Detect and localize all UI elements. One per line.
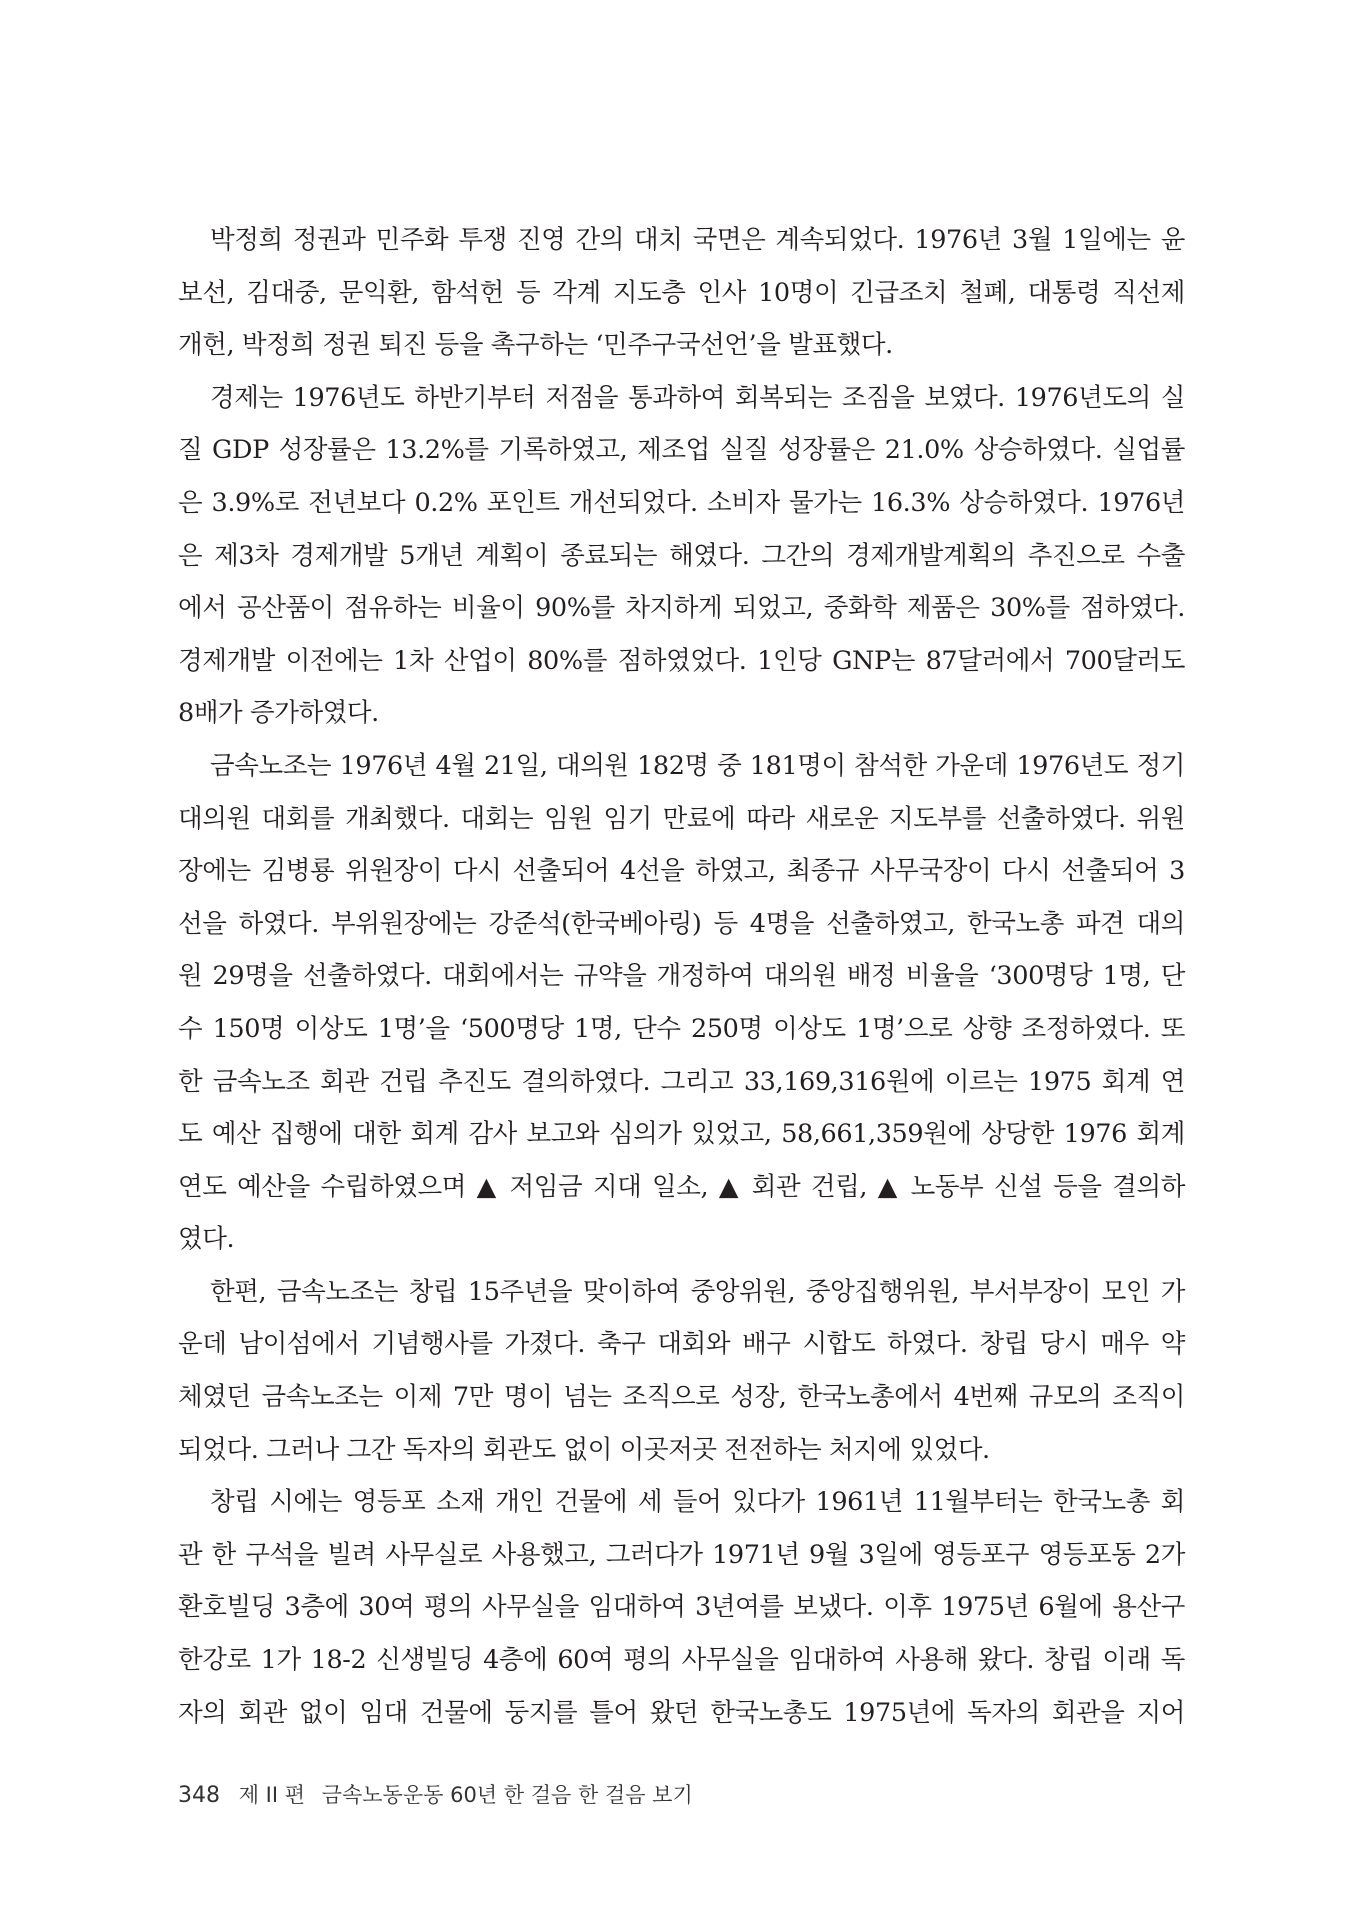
text-line: 창립 시에는 영등포 소재 개인 건물에 세 들어 있다가 1961년 11월부터는 한국노총 회 <box>210 1487 1185 1518</box>
page-number: 348 <box>178 1783 220 1808</box>
text-line: 운데 남이섬에서 기념행사를 가졌다. 축구 대회와 배구 시합도 하였다. 창립 당시 매우 약 <box>178 1329 1185 1360</box>
text-line: 장에는 김병룡 위원장이 다시 선출되어 4선을 하였고, 최종규 사무국장이 다시 선출되어 3 <box>178 856 1185 887</box>
part-label: 제 II 편 <box>238 1783 305 1807</box>
text-line: 였다. <box>178 1224 235 1255</box>
text-line: 은 제3차 경제개발 5개년 계획이 종료되는 해였다. 그간의 경제개발계획의 추진으로 수출 <box>178 540 1185 571</box>
text-line: 되었다. 그러나 그간 독자의 회관도 없이 이곳저곳 전전하는 처지에 있었다. <box>178 1434 990 1465</box>
text-line: 환호빌딩 3층에 30여 평의 사무실을 임대하여 3년여를 보냈다. 이후 1975년 6월에 용산구 <box>178 1592 1185 1623</box>
page-body <box>178 214 1185 1739</box>
text-line: 자의 회관 없이 임대 건물에 둥지를 틀어 왔던 한국노총도 1975년에 독자의 회관을 지어 <box>178 1697 1185 1728</box>
text-line: 경제는 1976년도 하반기부터 저점을 통과하여 회복되는 조짐을 보였다. 1976년도의 실 <box>210 382 1185 413</box>
text-line: 선을 하였다. 부위원장에는 강준석(한국베아링) 등 4명을 선출하였고, 한국노총 파견 대의 <box>178 908 1185 939</box>
page-footer <box>178 1778 693 1812</box>
text-line: 한강로 1가 18-2 신생빌딩 4층에 60여 평의 사무실을 임대하여 사용해 왔다. 창립 이래 독 <box>178 1645 1185 1676</box>
text-line: 경제개발 이전에는 1차 산업이 80%를 점하였었다. 1인당 GNP는 87달러에서 700달러도 <box>178 645 1185 676</box>
paragraph <box>178 1266 1185 1476</box>
text-line: 관 한 구석을 빌려 사무실로 사용했고, 그러다가 1971년 9월 3일에 영등포구 영등포동 2가 <box>178 1539 1185 1570</box>
text-line: 8배가 증가하였다. <box>178 698 379 729</box>
text-line: 한 금속노조 회관 건립 추진도 결의하였다. 그리고 33,169,316원에 이르는 1975 회계 연 <box>178 1066 1185 1097</box>
paragraph <box>178 372 1185 740</box>
text-line: 질 GDP 성장률은 13.2%를 기록하였고, 제조업 실질 성장률은 21.0% 상승하였다. 실업률 <box>178 435 1185 466</box>
paragraph <box>178 214 1185 372</box>
text-line: 원 29명을 선출하였다. 대회에서는 규약을 개정하여 대의원 배정 비율을 ‘300명당 1명, 단 <box>178 961 1185 992</box>
text-line: 보선, 김대중, 문익환, 함석헌 등 각계 지도층 인사 10명이 긴급조치 철폐, 대통령 직선제 <box>178 277 1185 308</box>
text-line: 도 예산 집행에 대한 회계 감사 보고와 심의가 있었고, 58,661,359원에 상당한 1976 회계 <box>178 1119 1185 1150</box>
text-line: 수 150명 이상도 1명’을 ‘500명당 1명, 단수 250명 이상도 1명’으로 상향 조정하였다. 또 <box>178 1013 1185 1044</box>
text-line: 체였던 금속노조는 이제 7만 명이 넘는 조직으로 성장, 한국노총에서 4번째 규모의 조직이 <box>178 1382 1185 1413</box>
paragraph <box>178 740 1185 1266</box>
text-line: 한편, 금속노조는 창립 15주년을 맞이하여 중앙위원, 중앙집행위원, 부서부장이 모인 가 <box>210 1276 1185 1307</box>
text-line: 박정희 정권과 민주화 투쟁 진영 간의 대치 국면은 계속되었다. 1976년 3월 1일에는 윤 <box>210 225 1185 255</box>
text-line: 연도 예산을 수립하였으며 ▲ 저임금 지대 일소, ▲ 회관 건립, ▲ 노동부 신설 등을 결의하 <box>178 1171 1185 1202</box>
text-line: 대의원 대회를 개최했다. 대회는 임원 임기 만료에 따라 새로운 지도부를 선출하였다. 위원 <box>178 803 1185 834</box>
text-line: 에서 공산품이 점유하는 비율이 90%를 차지하게 되었고, 중화학 제품은 30%를 점하였다. <box>178 593 1185 624</box>
paragraph <box>178 1476 1185 1739</box>
running-title: 금속노동운동 60년 한 걸음 한 걸음 보기 <box>321 1783 693 1807</box>
text-line: 금속노조는 1976년 4월 21일, 대의원 182명 중 181명이 참석한 가운데 1976년도 정기 <box>210 750 1185 781</box>
text-line: 개헌, 박정희 정권 퇴진 등을 촉구하는 ‘민주구국선언’을 발표했다. <box>178 330 893 361</box>
text-line: 은 3.9%로 전년보다 0.2% 포인트 개선되었다. 소비자 물가는 16.3% 상승하였다. 1976년 <box>178 487 1185 518</box>
